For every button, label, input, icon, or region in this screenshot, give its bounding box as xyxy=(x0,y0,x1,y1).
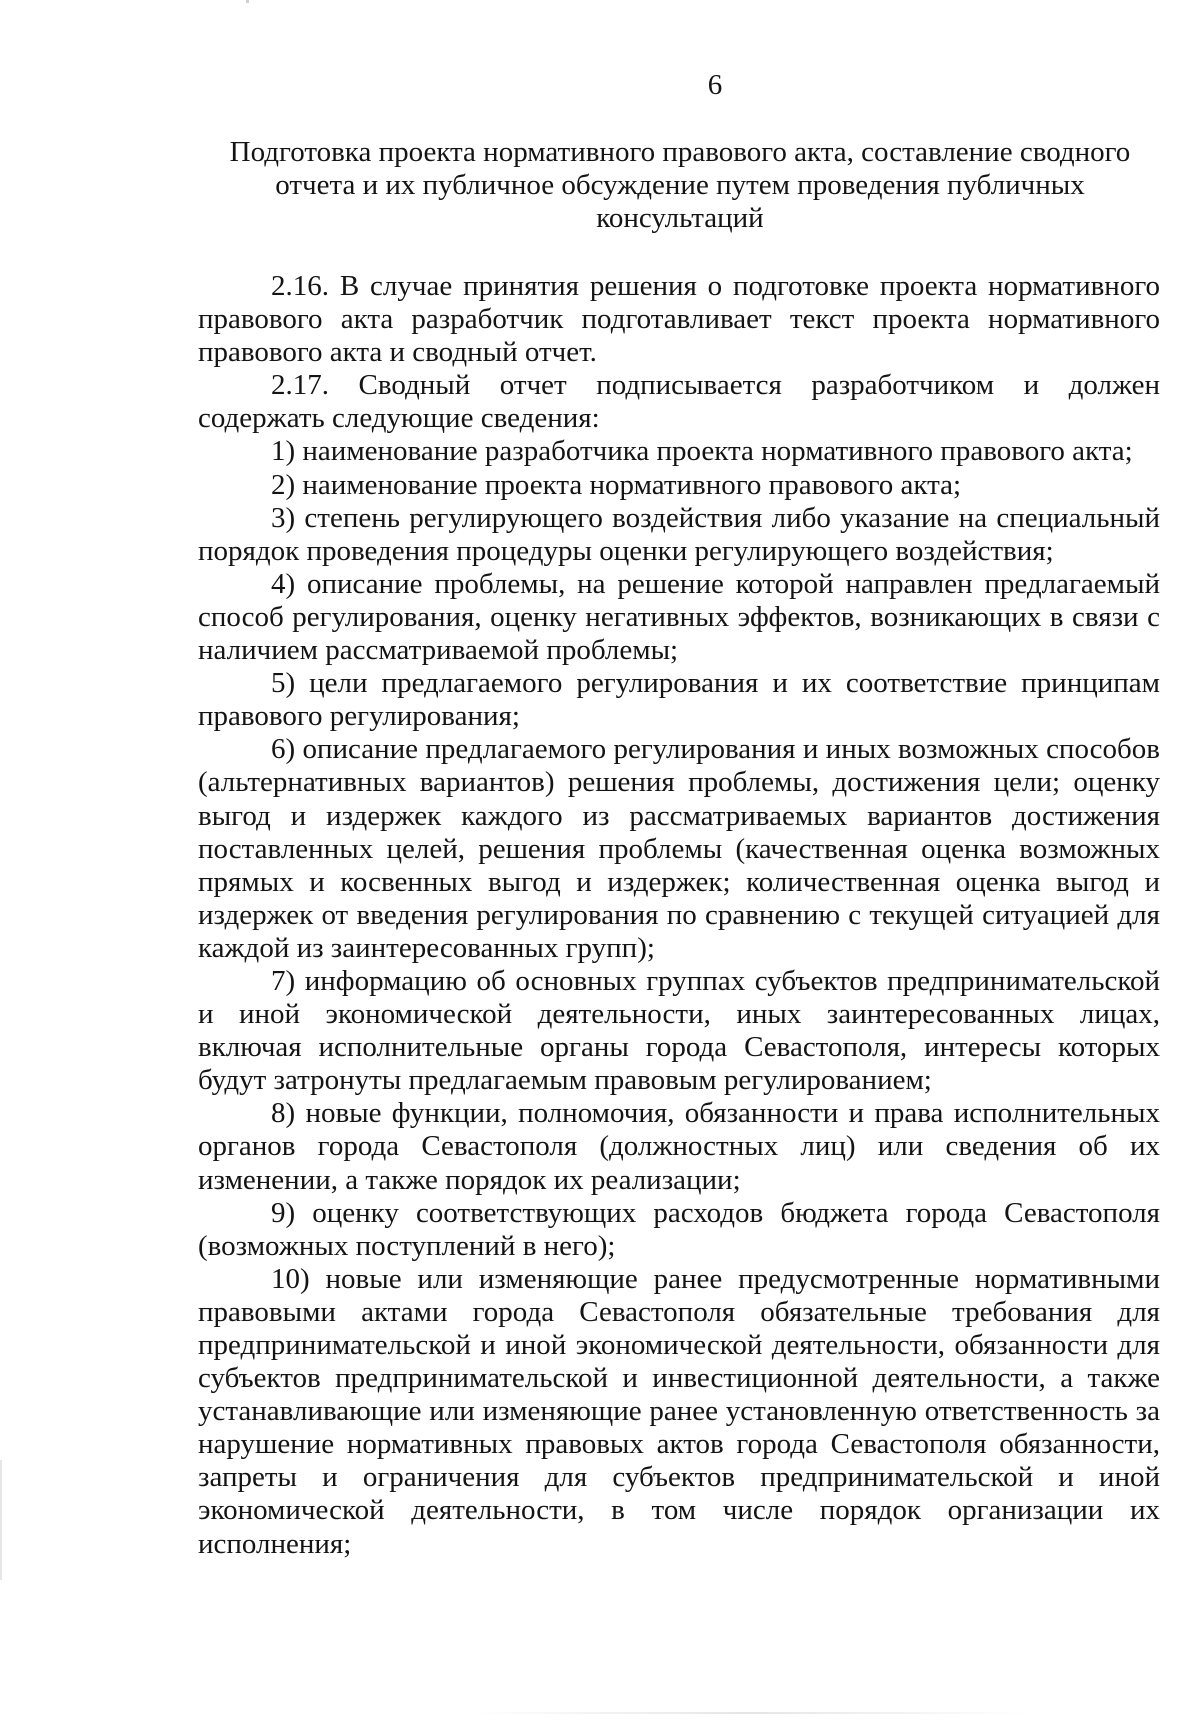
clause-2-16: 2.16. В случае принятия решения о подготовке проекта нормативного правового акта разработчик подготавливает текст проекта нормативного правового акта и сводный отчет. xyxy=(198,270,1160,369)
scan-artifact-top xyxy=(246,0,249,3)
list-item-1: 1) наименование разработчика проекта нормативного правового акта; xyxy=(271,435,1133,468)
page-number: 6 xyxy=(707,69,723,101)
list-item-5: 5) цели предлагаемого регулирования и их соответствие принципам правового регулирования; xyxy=(198,667,1160,733)
list-item-6: 6) описание предлагаемого регулирования и иных возможных способов (альтернативных вариантов) решения проблемы, достижения цели; оценку выгод и издержек каждого из рассматриваемых вариантов достижения поставленных целей, решения проблемы (качественная оценка возможных прямых и косвенных выгод и издержек; количественная оценка выгод и издержек от введения регулирования по сравнению с текущей ситуацией для каждой из заинтересованных групп); xyxy=(198,733,1160,964)
scan-artifact-bottom xyxy=(470,1712,1030,1714)
section-heading-line: Подготовка проекта нормативного правового акта, составление сводного xyxy=(229,136,1131,168)
list-item-7: 7) информацию об основных группах субъектов предпринимательской и иной экономической деятельности, иных заинтересованных лицах, включая исполнительные органы города Севастополя, интересы которых будут затронуты предлагаемым правовым регулированием; xyxy=(198,964,1160,1097)
list-item-9: 9) оценку соответствующих расходов бюджета города Севастополя (возможных поступлений в него); xyxy=(198,1196,1160,1262)
list-item-8: 8) новые функции, полномочия, обязанности и права исполнительных органов города Севастополя (должностных лиц) или сведения об их изменении, а также порядок их реализации; xyxy=(198,1097,1160,1196)
section-heading-line: консультаций xyxy=(596,202,764,234)
list-item-3: 3) степень регулирующего воздействия либо указание на специальный порядок проведения процедуры оценки регулирующего воздействия; xyxy=(198,501,1160,567)
section-heading xyxy=(200,136,1160,235)
list-item-10: 10) новые или изменяющие ранее предусмотренные нормативными правовыми актами города Севастополя обязательные требования для предпринимательской и иной экономической деятельности, обязанности для субъектов предпринимательской и инвестиционной деятельности, а также устанавливающие или изменяющие ранее установленную ответственность за нарушение нормативных правовых актов города Севастополя обязанности, запреты и ограничения для субъектов предпринимательской и иной экономической деятельности, в том числе порядок организации их исполнения; xyxy=(198,1262,1160,1560)
document-body xyxy=(198,270,1160,1561)
scan-artifact-left-edge xyxy=(0,1460,2,1580)
list-item-4: 4) описание проблемы, на решение которой направлен предлагаемый способ регулирования, оценку негативных эффектов, возникающих в связи с наличием рассматриваемой проблемы; xyxy=(198,567,1160,667)
section-heading-line: отчета и их публичное обсуждение путем проведения публичных xyxy=(275,169,1085,201)
list-item-2: 2) наименование проекта нормативного правового акта; xyxy=(271,468,962,501)
clause-2-17: 2.17. Сводный отчет подписывается разработчиком и должен содержать следующие сведения: xyxy=(198,369,1160,435)
